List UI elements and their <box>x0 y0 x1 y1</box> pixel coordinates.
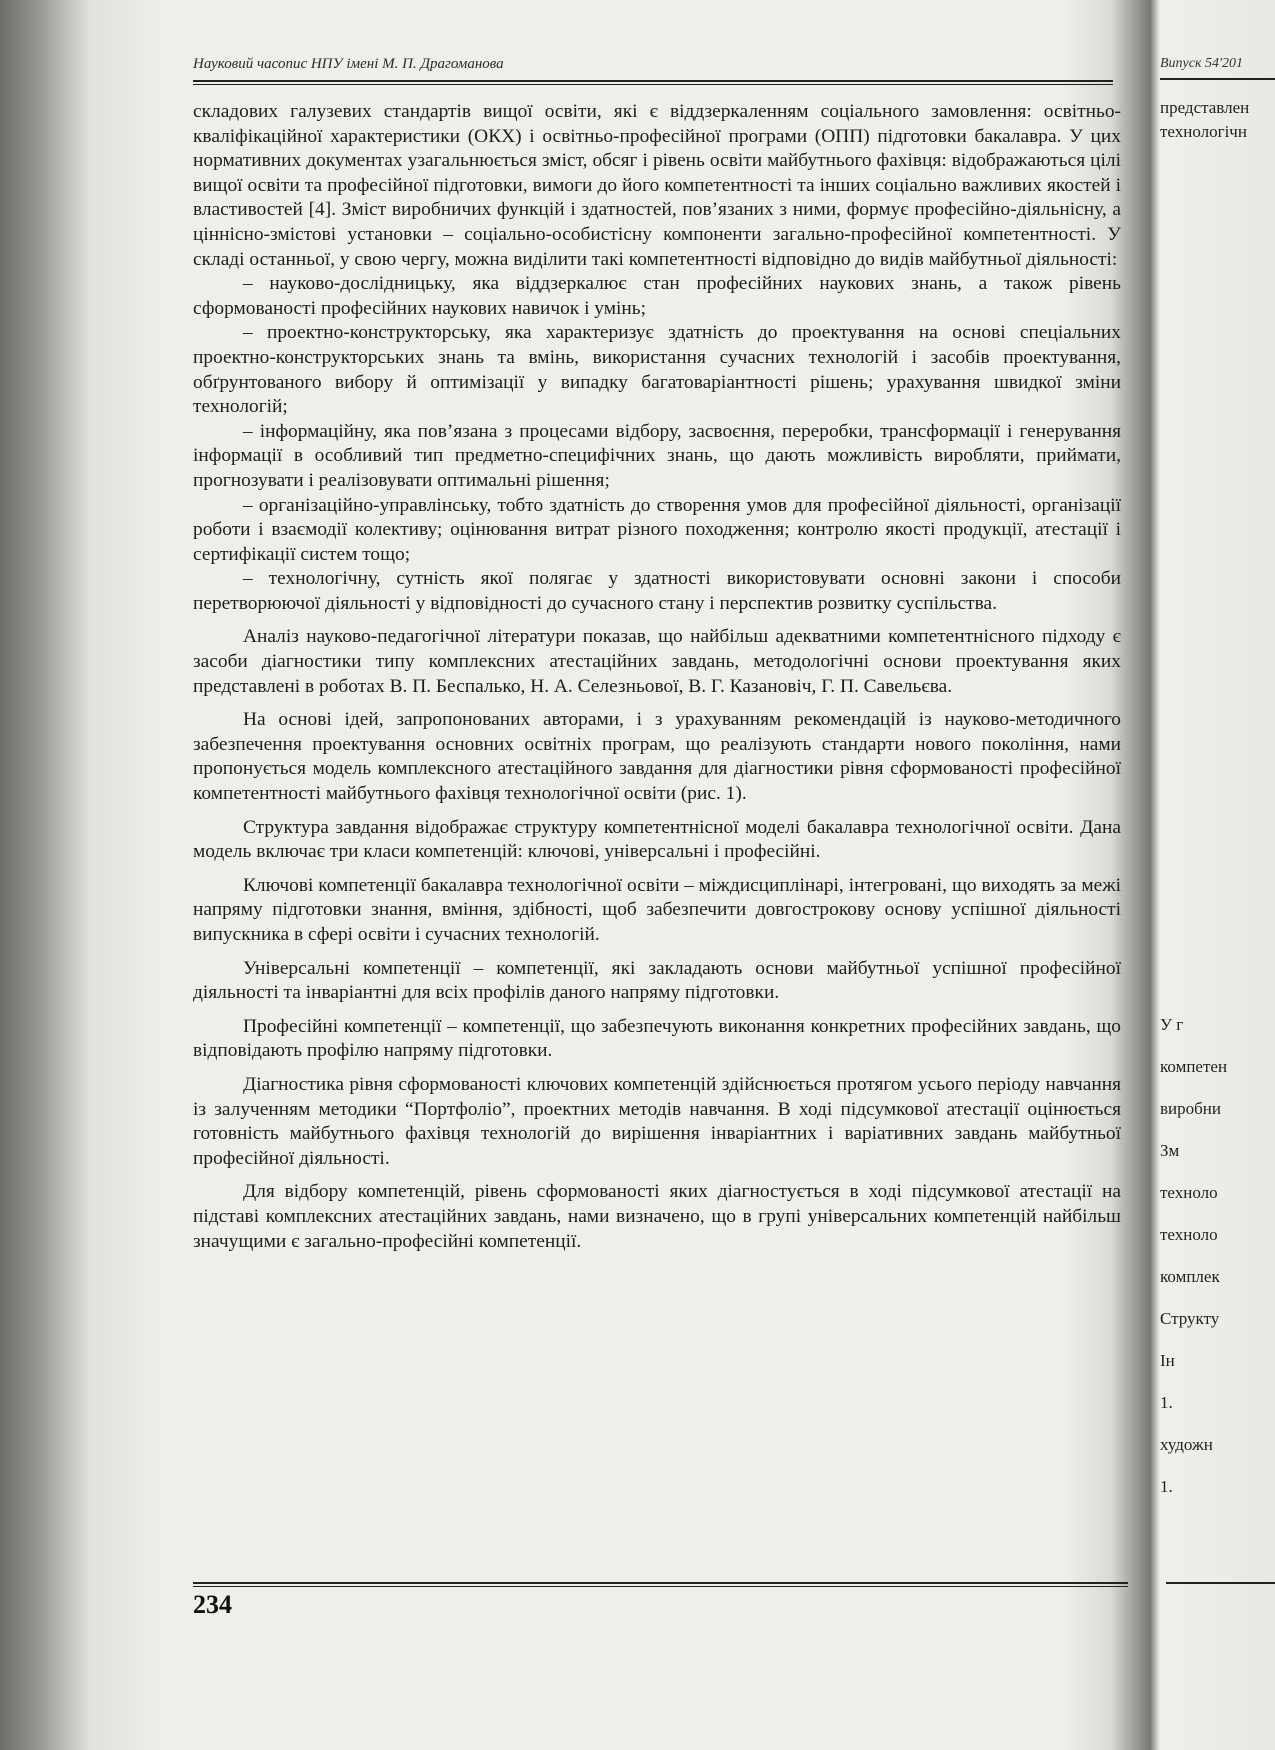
paragraph: Ключові компетенції бакалавра технологічної освіти – міждисциплінарі, інтегровані, що виходять за межі напряму підготовки знання, вміння, здібності, щоб забезпечити довгострокову основу успішної діяльності випускника в сфері освіти і сучасних технологій. <box>193 874 1121 945</box>
page-number: 234 <box>193 1590 232 1619</box>
adjacent-page-header: Випуск 54'201 <box>1160 56 1244 71</box>
adjacent-page-bottom-lines <box>1160 1004 1275 1508</box>
paragraph: На основі ідей, запропонованих авторами, і з урахуванням рекомендацій із науково-методичного забезпечення проектування основних освітніх програм, що реалізують стандарти нового покоління, нами пропонується модель комплексного атестаційного завдання для діагностики рівня сформованості професійної компетентності майбутнього фахівця технологічної освіти (рис. 1). <box>193 709 1121 805</box>
paragraph: складових галузевих стандартів вищої освіти, які є віддзеркаленням соціального замовлення: освітньо-кваліфікаційної характеристики (ОКХ) і освітньо-професійної програми (ОПП) підготовки бакалавра. У цих нормативних документах узагальнюється зміст, обсяг і рівень освіти майбутнього фахівця: відображаються цілі вищої освіти та професійної підготовки, вимоги до його компетентності та інших соціально важливих якостей і властивостей [4]. Зміст виробничих функцій і здатностей, пов’язаних з ними, формує професійно-діяльнісну, а ціннісно-змістові установки – соціально-особистісну компоненти загально-професійної компетентності. У складі останньої, у свою чергу, можна виділити такі компетентності відповідно до видів майбутньої діяльності: <box>193 101 1121 270</box>
adjacent-page-footer-rule <box>1166 1582 1275 1584</box>
adjacent-line: художн <box>1160 1435 1213 1454</box>
list-item: – інформаційну, яка пов’язана з процесами відбору, засвоєння, переробки, трансформації і генерування інформації в особливий тип предметно-специфічних знань, що дають можливість виробляти, приймати, прогнозувати і реалізовувати оптимальні рішення; <box>193 420 1121 491</box>
adjacent-line: представлен <box>1160 98 1250 117</box>
paragraph: Професійні компетенції – компетенції, що забезпечують виконання конкретних професійних завдань, що відповідають профілю напряму підготовки. <box>193 1015 1121 1062</box>
journal-title: Науковий часопис НПУ імені М. П. Драгоманова <box>193 56 504 72</box>
adjacent-line: Зм <box>1160 1141 1180 1160</box>
adjacent-line: Структу <box>1160 1309 1220 1328</box>
list-item: – технологічну, сутність якої полягає у здатності використовувати основні закони і способи перетворюючої діяльності у відповідності до сучасного стану і перспектив розвитку суспільства. <box>193 568 1121 614</box>
adjacent-page-top-lines <box>1160 96 1275 144</box>
adjacent-line: 1. <box>1160 1477 1173 1496</box>
paragraph: Структура завдання відображає структуру компетентнісної моделі бакалавра технологічної освіти. Дана модель включає три класи компетенцій: ключові, універсальні і професійні. <box>193 816 1121 863</box>
adjacent-line: Ін <box>1160 1351 1175 1370</box>
adjacent-line: техноло <box>1160 1225 1218 1244</box>
adjacent-line: техноло <box>1160 1183 1218 1202</box>
running-header <box>193 56 1113 80</box>
paragraph: Діагностика рівня сформованості ключових компетенцій здійснюється протягом усього періоду навчання із залученням методики “Портфоліо”, проектних методів навчання. В ході підсумкової атестації оцінюється готовність майбутнього фахівця технологій до вирішення інваріантних і варіативних завдань майбутньої професійної діяльності. <box>193 1073 1121 1169</box>
adjacent-page-fragment <box>1160 56 1275 1616</box>
adjacent-line: виробни <box>1160 1099 1221 1118</box>
paragraph: Для відбору компетенцій, рівень сформованості яких діагностується в ході підсумкової атестації на підставі комплексних атестаційних завдань, нами визначено, що в групі універсальних компетенцій найбільш значущими є загально-професійні компетенції. <box>193 1181 1121 1252</box>
paragraph: Аналіз науково-педагогічної літератури показав, що найбільш адекватними компетентнісного підходу є засоби діагностики типу комплексних атестаційних завдань, методологічні основи проектування яких представлені в роботах В. П. Беспалько, Н. А. Селезньової, В. Г. Казановіч, Г. П. Савельєва. <box>193 626 1121 697</box>
list-item: – організаційно-управлінську, тобто здатність до створення умов для професійної діяльності, організації роботи і взаємодії колективу; оцінювання витрат різного походження; контролю якості продукції, атестації і сертифікації систем тощо; <box>193 494 1121 565</box>
adjacent-line: У г <box>1160 1015 1184 1034</box>
list-item: – проектно-конструкторську, яка характеризує здатність до проектування на основі спеціальних проектно-конструкторських знань та вмінь, використання сучасних технологій і засобів проектування, обґрунтованого вибору й оптимізації у випадку багатоваріантності рішень; урахування швидкої зміни технологій; <box>193 322 1121 418</box>
main-text <box>193 100 1121 1580</box>
adjacent-line: комплек <box>1160 1267 1220 1286</box>
adjacent-line: компетен <box>1160 1057 1228 1076</box>
adjacent-page-spacer <box>1160 144 1275 964</box>
adjacent-line: технологічн <box>1160 122 1247 141</box>
list-item: – науково-дослідницьку, яка віддзеркалює стан професійних наукових знань, а також рівень сформованості професійних наукових навичок і умінь; <box>193 273 1121 319</box>
adjacent-page-rule <box>1160 78 1275 80</box>
paragraph: Універсальні компетенції – компетенції, які закладають основи майбутньої успішної професійної діяльності та інваріантні для всіх профілів даного напряму підготовки. <box>193 957 1121 1004</box>
header-rule <box>193 80 1113 85</box>
adjacent-line: 1. <box>1160 1393 1173 1412</box>
footer-rule <box>193 1582 1128 1587</box>
